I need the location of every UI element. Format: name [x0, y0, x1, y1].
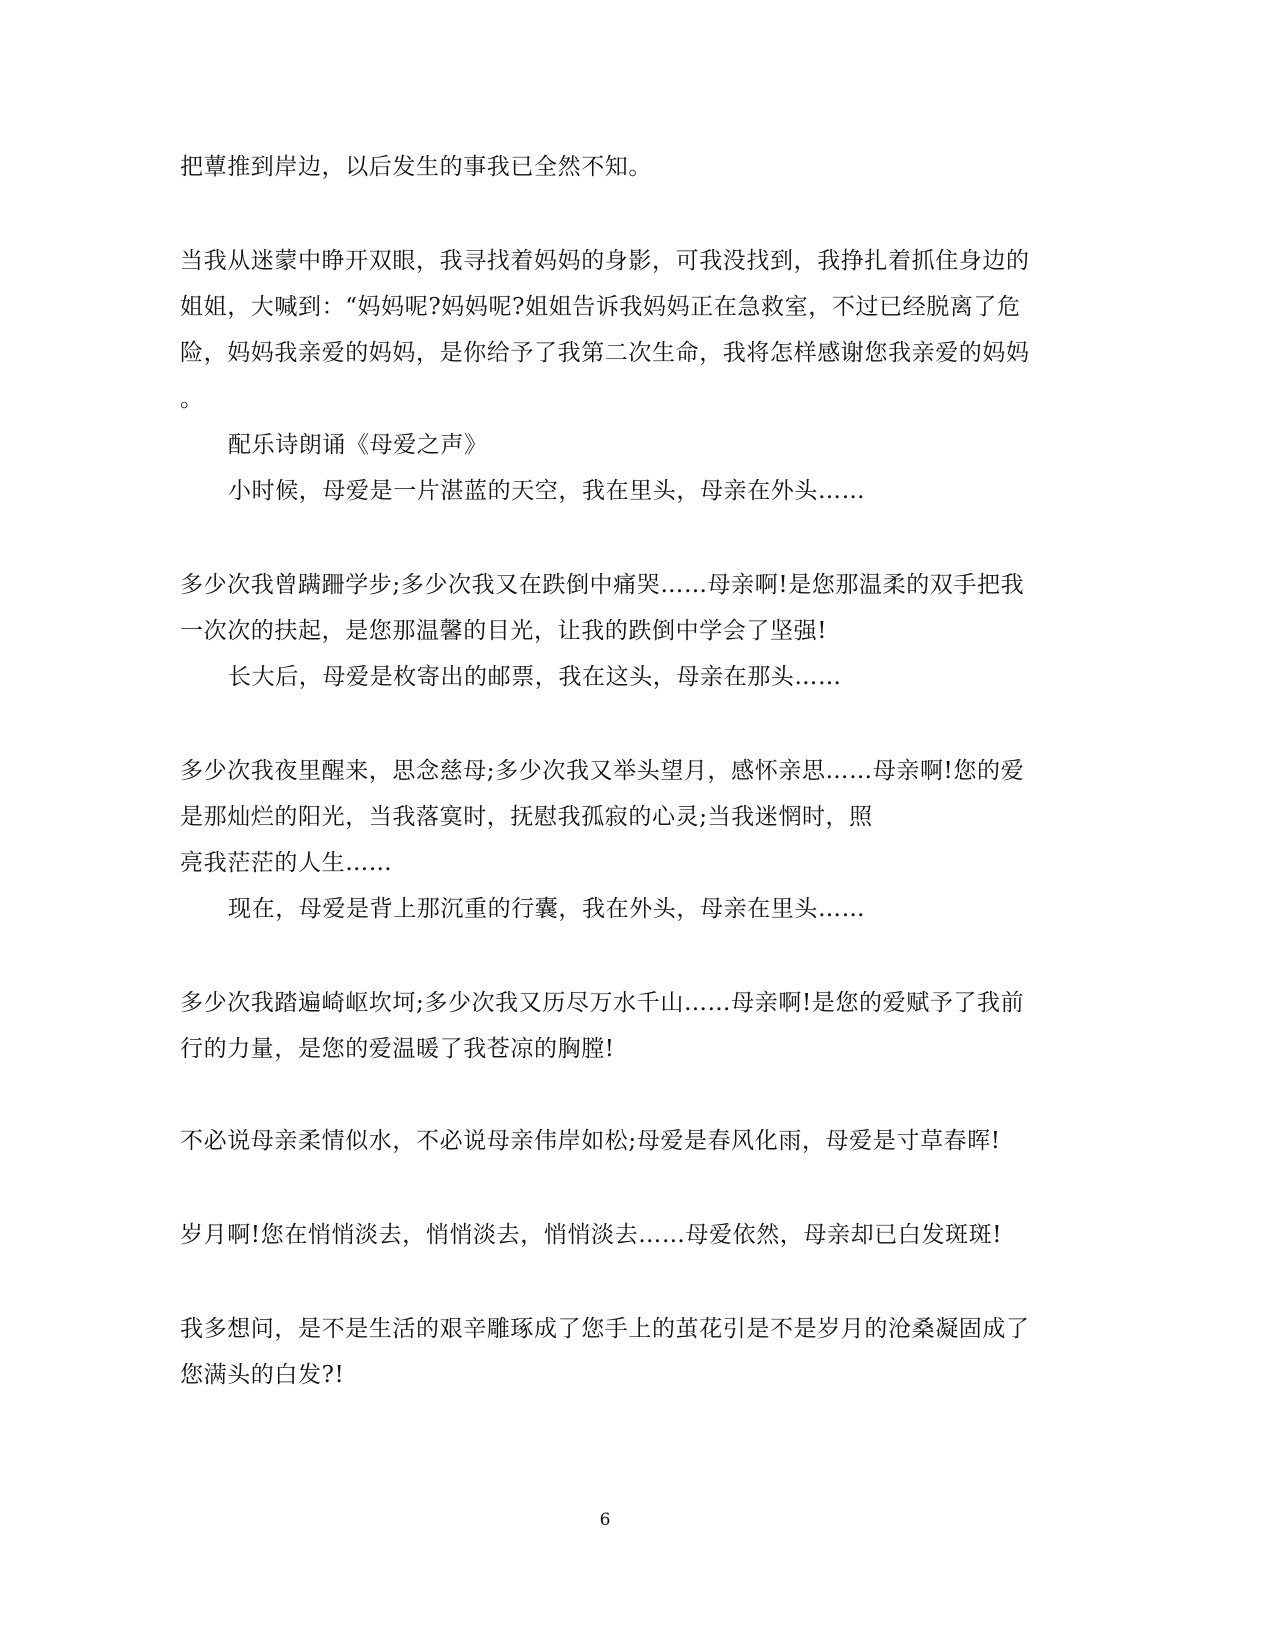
text-line: 把蕈推到岸边，以后发生的事我已全然不知。 — [180, 154, 652, 180]
text-line: 一次次的扶起，是您那温馨的目光，让我的跌倒中学会了坚强! — [180, 618, 828, 644]
text-line: 当我从迷蒙中睁开双眼，我寻找着妈妈的身影，可我没找到，我挣扎着抓住身边的 — [180, 248, 1030, 274]
text-line: 。 — [180, 386, 204, 412]
text-line: 岁月啊!您在悄悄淡去，悄悄淡去，悄悄淡去……母爱依然，母亲却已白发斑斑! — [180, 1222, 1003, 1248]
page-number: 6 — [599, 1510, 611, 1530]
text-line: 多少次我夜里醒来，思念慈母;多少次我又举头望月，感怀亲思……母亲啊!您的爱 — [180, 758, 1025, 784]
text-line: 亮我茫茫的人生…… — [180, 850, 393, 876]
text-line: 您满头的白发?! — [180, 1362, 345, 1388]
text-line: 我多想问，是不是生活的艰辛雕琢成了您手上的茧花引是不是岁月的沧桑凝固成了 — [180, 1316, 1030, 1342]
text-line: 多少次我曾蹒跚学步;多少次我又在跌倒中痛哭……母亲啊!是您那温柔的双手把我 — [180, 572, 1025, 598]
text-line: 姐姐，大喊到：“妈妈呢?妈妈呢?姐姐告诉我妈妈正在急救室，不过已经脱离了危 — [180, 294, 1021, 320]
text-line: 不必说母亲柔情似水，不必说母亲伟岸如松;母爱是春风化雨，母爱是寸草春晖! — [180, 1128, 1001, 1154]
text-line: 现在，母爱是背上那沉重的行囊，我在外头，母亲在里头…… — [228, 896, 866, 922]
text-line: 长大后，母爱是枚寄出的邮票，我在这头，母亲在那头…… — [228, 664, 842, 690]
text-line: 是那灿烂的阳光，当我落寞时，抚慰我孤寂的心灵;当我迷惘时，照 — [180, 804, 873, 830]
text-line: 行的力量，是您的爱温暖了我苍凉的胸膛! — [180, 1036, 615, 1062]
text-line: 险，妈妈我亲爱的妈妈，是你给予了我第二次生命，我将怎样感谢您我亲爱的妈妈 — [180, 340, 1030, 366]
poem-title: 配乐诗朗诵《母爱之声》 — [228, 432, 488, 458]
text-line: 小时候，母爱是一片湛蓝的天空，我在里头，母亲在外头…… — [228, 478, 866, 504]
text-line: 多少次我踏遍崎岖坎坷;多少次我又历尽万水千山……母亲啊!是您的爱赋予了我前 — [180, 990, 1025, 1016]
